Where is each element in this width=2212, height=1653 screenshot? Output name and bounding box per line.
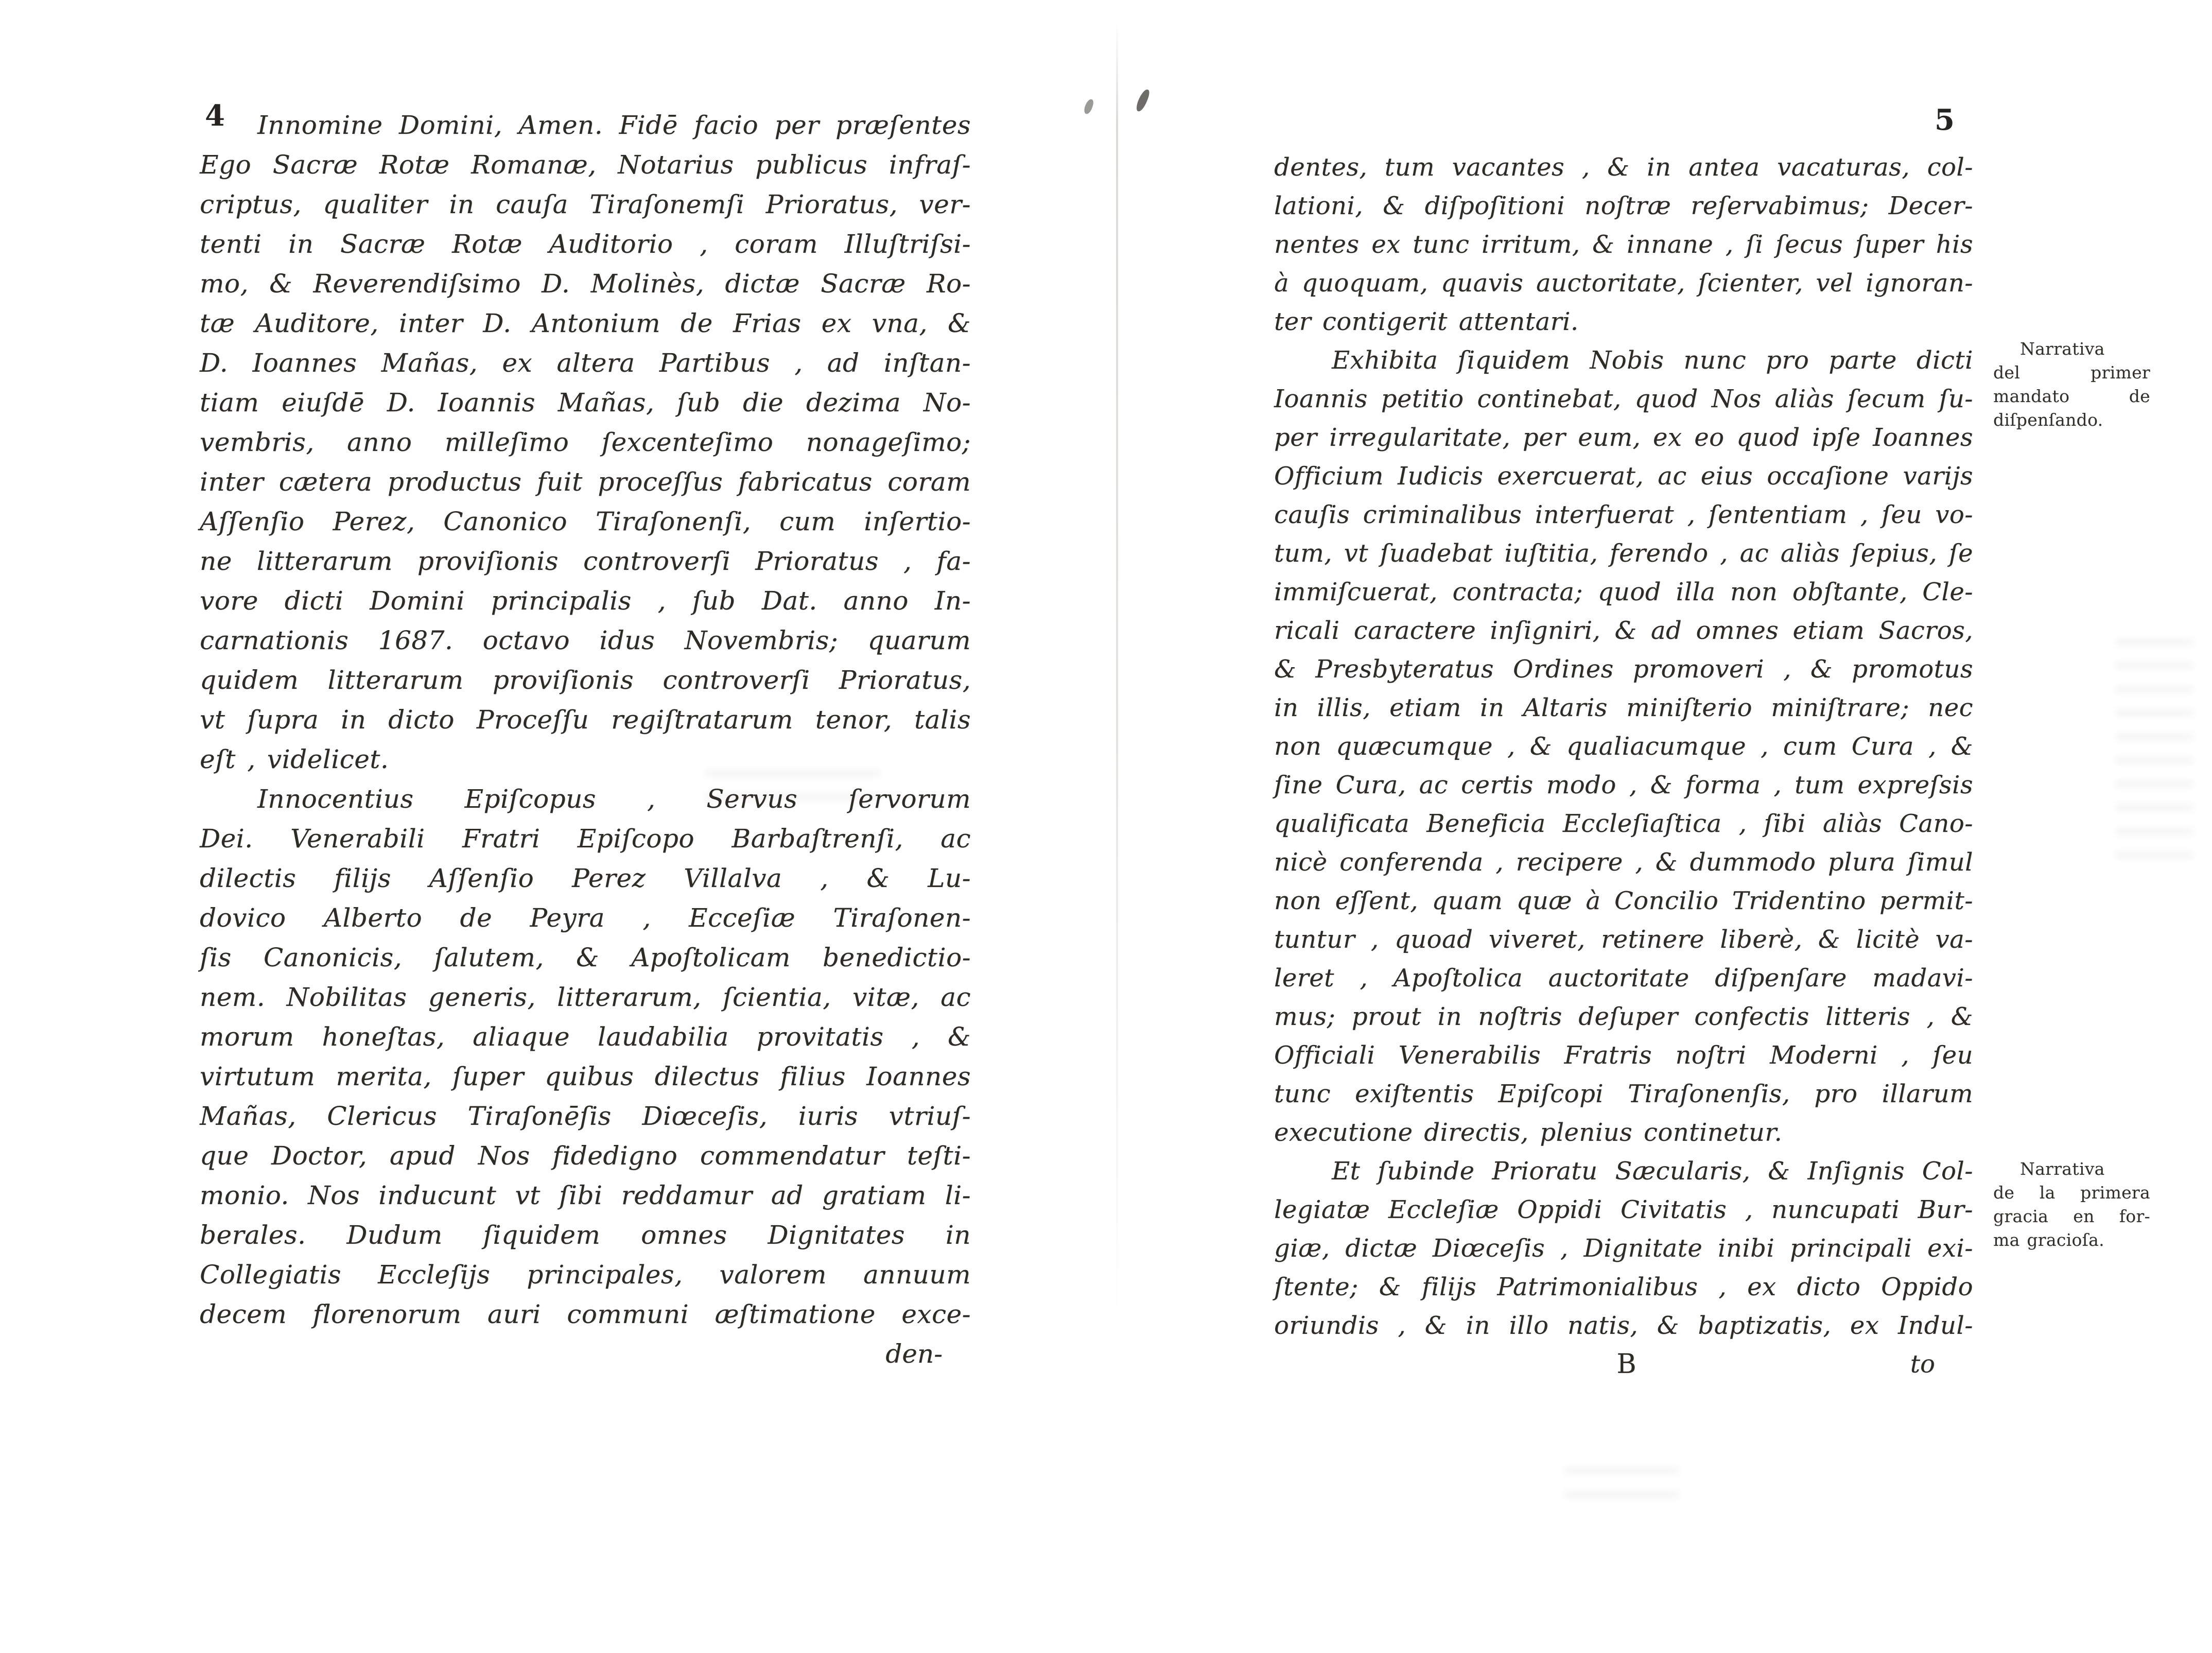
- text-line: decem florenorum auri communi æſtimatione exce-: [200, 1299, 971, 1329]
- text-line: Et ſubinde Prioratu Sæcularis, & Inſignis Col-: [1332, 1157, 1973, 1186]
- text-line: tenti in Sacræ Rotæ Auditorio , coram Illuſtriſsi-: [200, 229, 971, 259]
- text-line: ter contigerit attentari.: [1274, 307, 1579, 336]
- text-line: Ego Sacræ Rotæ Romanæ, Notarius publicus infraſ-: [200, 150, 971, 180]
- text-line: ne litterarum proviſionis controverſi Prioratus , fa-: [200, 546, 971, 576]
- text-line: mus; prout in noſtris deſuper confectis litteris , &: [1274, 1002, 1973, 1031]
- left-page-body-text: [200, 106, 971, 1374]
- margin-note-first-mandate: [1993, 337, 2150, 432]
- signature-line: [1274, 1345, 1973, 1384]
- page-number-right: 5: [1935, 103, 1955, 137]
- text-line: Narrativa: [2020, 1159, 2105, 1179]
- text-line: in illis, etiam in Altaris miniſterio miniſtrare; nec: [1274, 693, 1973, 722]
- text-line: Officium Iudicis exercuerat, ac eius occaſione varijs: [1274, 462, 1973, 491]
- text-line: Innocentius Epiſcopus , Servus ſervorum: [257, 784, 971, 814]
- text-line: criptus, qualiter in cauſa Tiraſonemſi Prioratus, ver-: [200, 189, 971, 219]
- text-line: Dei. Venerabili Fratri Epiſcopo Barbaſtrenſi, ac: [200, 824, 971, 854]
- text-line: gracia en for-: [1993, 1206, 2150, 1226]
- text-line: Collegiatis Eccleſijs principales, valorem annuum: [200, 1260, 971, 1290]
- signature-mark: B: [1616, 1349, 1636, 1380]
- text-line: per irregularitate, per eum, ex eo quod ipſe Ioannes: [1274, 423, 1973, 452]
- text-line: monio. Nos inducunt vt ſibi reddamur ad gratiam li-: [200, 1180, 971, 1210]
- margin-note-first-grace: [1993, 1157, 2150, 1252]
- text-line: del primer: [1993, 362, 2150, 382]
- text-line: virtutum merita, ſuper quibus dilectus filius Ioannes: [200, 1062, 971, 1091]
- text-line: Innomine Domini, Amen. Fidē facio per præſentes: [257, 110, 971, 140]
- text-line: ricali caractere inſigniri, & ad omnes etiam Sacros,: [1274, 616, 1973, 645]
- text-line: ma gracioſa.: [1993, 1230, 2104, 1250]
- text-line: immiſcuerat, contracta; quod illa non obſtante, Cle-: [1274, 578, 1973, 606]
- text-line: carnationis 1687. octavo idus Novembris; quarum: [200, 625, 971, 655]
- text-line: Narrativa: [2020, 339, 2105, 359]
- text-line: mandato de: [1993, 386, 2150, 406]
- text-line: non quæcumque , & qualiacumque , cum Cura , &: [1274, 732, 1973, 761]
- text-line: mo, & Reverendiſsimo D. Molinès, dictæ Sacræ Ro-: [200, 269, 971, 299]
- text-line: morum honeſtas, aliaque laudabilia provitatis , &: [200, 1022, 971, 1052]
- text-line: Ioannis petitio continebat, quod Nos aliàs ſecum ſu-: [1274, 385, 1973, 413]
- text-line: vore dicti Domini principalis , ſub Dat. anno In-: [200, 586, 971, 616]
- text-line: ſine Cura, ac certis modo , & forma , tum expreſsis: [1274, 771, 1973, 799]
- text-line: nentes ex tunc irritum, & innane , ſi ſecus ſuper his: [1274, 230, 1973, 259]
- ink-speck: [1135, 88, 1151, 113]
- text-line: nicè conferenda , recipere , & dummodo plura ſimul: [1274, 848, 1973, 877]
- text-line: tuntur , quoad viveret, retinere liberè, & licitè va-: [1274, 925, 1973, 954]
- text-line: ſis Canonicis, ſalutem, & Apoſtolicam benedictio-: [200, 943, 971, 972]
- text-line: Mañas, Clericus Tiraſonēſis Diœceſis, iuris vtriuſ-: [200, 1101, 971, 1131]
- text-line: Exhibita ſiquidem Nobis nunc pro parte dicti: [1332, 346, 1973, 375]
- text-line: quidem litterarum proviſionis controverſi Prioratus,: [200, 665, 971, 695]
- text-line: tiam eiuſdē D. Ioannis Mañas, ſub die dezima No-: [200, 388, 971, 417]
- text-line: lationi, & diſpoſitioni noſtræ reſervabimus; Decer-: [1274, 192, 1973, 220]
- text-line: leret , Apoſtolica auctoritate diſpenſare madavi-: [1274, 964, 1973, 993]
- text-line: non eſſent, quam quæ à Concilio Tridentino permit-: [1274, 886, 1973, 915]
- text-line: Aſſenſio Perez, Canonico Tiraſonenſi, cum inſertio-: [200, 507, 971, 536]
- text-line: nem. Nobilitas generis, litterarum, ſcientia, vitæ, ac: [200, 982, 971, 1012]
- text-line: Officiali Venerabilis Fratris noſtri Moderni , ſeu: [1274, 1041, 1973, 1070]
- text-line: de la primera: [1993, 1182, 2150, 1203]
- text-line: tum, vt ſuadebat iuſtitia, ferendo , ac aliàs ſepius, ſe: [1274, 539, 1973, 568]
- text-line: qualificata Beneficia Eccleſiaſtica , ſibi aliàs Cano-: [1274, 809, 1973, 838]
- text-line: diſpenſando.: [1993, 410, 2103, 430]
- text-line: & Presbyteratus Ordines promoveri , & promotus: [1274, 655, 1973, 684]
- text-line: que Doctor, apud Nos fidedigno commendatur teſti-: [200, 1141, 971, 1171]
- text-line: legiatæ Eccleſiæ Oppidi Civitatis , nuncupati Bur-: [1274, 1195, 1973, 1224]
- left-page-lines: [200, 106, 971, 1334]
- page-number-left: 4: [205, 99, 225, 133]
- text-line: oriundis , & in illo natis, & baptizatis, ex Indul-: [1274, 1311, 1973, 1340]
- text-line: D. Ioannes Mañas, ex altera Partibus , ad inſtan-: [200, 348, 971, 378]
- text-line: tunc exiſtentis Epiſcopi Tiraſonenſis, pro illarum: [1274, 1080, 1973, 1108]
- margin-note-lines: [1993, 1157, 2150, 1252]
- text-line: eſt , videlicet.: [200, 744, 389, 774]
- text-line: dentes, tum vacantes , & in antea vacaturas, col-: [1274, 153, 1973, 182]
- text-line: dovico Alberto de Peyra , Ecceſiæ Tiraſonen-: [200, 903, 971, 933]
- text-line: à quoquam, quavis auctoritate, ſcienter, vel ignoran-: [1274, 269, 1973, 298]
- margin-note-lines: [1993, 337, 2150, 432]
- catchword: to: [1910, 1350, 1935, 1379]
- text-line: vt ſupra in dicto Proceſſu regiſtratarum tenor, talis: [200, 705, 971, 735]
- text-line: tæ Auditore, inter D. Antonium de Frias ex vna, &: [200, 308, 971, 338]
- text-line: berales. Dudum ſiquidem omnes Dignitates in: [200, 1220, 971, 1250]
- text-line: ſtente; & filijs Patrimonialibus , ex dicto Oppido: [1274, 1273, 1973, 1301]
- text-line: inter cætera productus fuit proceſſus fabricatus coram: [200, 467, 971, 497]
- right-page-body-text: [1274, 148, 1973, 1384]
- gutter-crease: [1116, 21, 1118, 1318]
- text-line: dilectis filijs Aſſenſio Perez Villalva , & Lu-: [200, 863, 971, 893]
- right-page-lines: [1274, 148, 1973, 1345]
- ink-speck: [1083, 98, 1095, 115]
- text-line: executione directis, plenius continetur.: [1274, 1118, 1783, 1147]
- catchword: den-: [885, 1339, 943, 1369]
- text-line: cauſis criminalibus interfuerat , ſententiam , ſeu vo-: [1274, 500, 1973, 529]
- text-line: vembris, anno milleſimo ſexcenteſimo nonageſimo;: [200, 427, 971, 457]
- bleed-through: [1565, 1467, 1678, 1498]
- bleed-through: [2116, 638, 2193, 860]
- text-line: giæ, dictæ Diœceſis , Dignitate inibi principali exi-: [1274, 1234, 1973, 1263]
